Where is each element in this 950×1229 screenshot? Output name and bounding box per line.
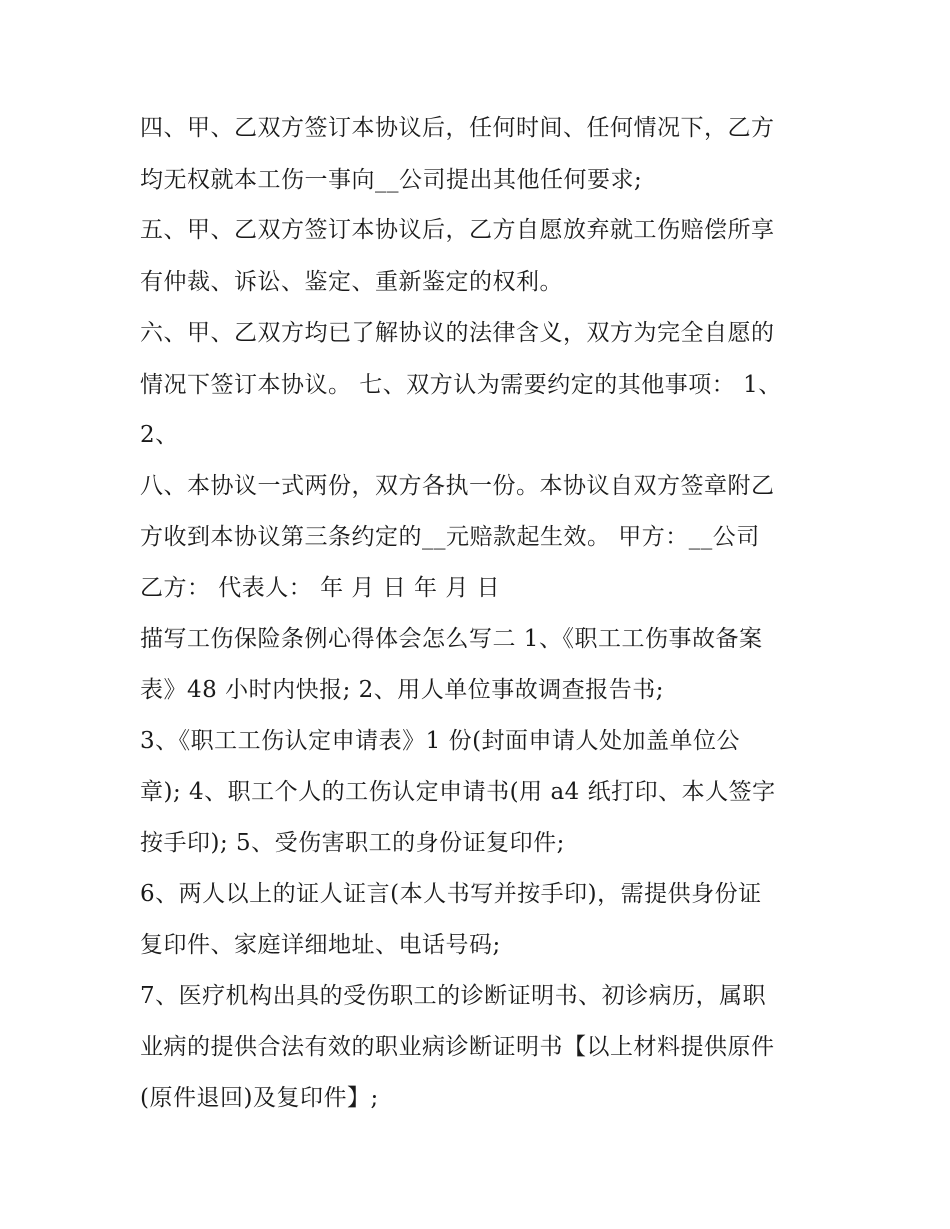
text-line: 描写工伤保险条例心得体会怎么写二 1、《职工工伤事故备案 [140,626,763,652]
text-line: 按手印); 5、受伤害职工的身份证复印件; [140,830,565,856]
text-line: 表》48 小时内快报; 2、用人单位事故调查报告书; [140,677,665,703]
text-line: 2、 [140,422,179,448]
text-line: 八、本协议一式两份，双方各执一份。本协议自双方签章附乙 [140,473,775,499]
text-line: 六、甲、乙双方均已了解协议的法律含义，双方为完全自愿的 [140,320,775,346]
text-line: 业病的提供合法有效的职业病诊断证明书【以上材料提供原件 [140,1034,775,1060]
text-line: 3、《职工工伤认定申请表》1 份(封面申请人处加盖单位公 [140,728,741,754]
text-line: 均无权就本工伤一事向__公司提出其他任何要求; [140,167,643,193]
text-line: 五、甲、乙双方签订本协议后，乙方自愿放弃就工伤赔偿所享 [140,217,775,243]
text-line: 7、医疗机构出具的受伤职工的诊断证明书、初诊病历，属职 [140,983,767,1009]
text-line: 四、甲、乙双方签订本协议后，任何时间、任何情况下，乙方 [140,115,775,141]
text-line: (原件退回)及复印件】; [140,1085,379,1111]
text-line: 方收到本协议第三条约定的__元赔款起生效。 甲方：__公司 [140,524,760,550]
text-line: 6、两人以上的证人证言(本人书写并按手印)，需提供身份证 [140,881,762,907]
text-line: 复印件、家庭详细地址、电话号码; [140,932,501,958]
text-line: 乙方： 代表人： 年 月 日 年 月 日 [140,575,501,601]
text-line: 章); 4、职工个人的工伤认定申请书(用 a4 纸打印、本人签字 [140,779,776,805]
text-line: 有仲裁、诉讼、鉴定、重新鉴定的权利。 [140,269,563,295]
text-line: 情况下签订本协议。 七、双方认为需要约定的其他事项： 1、 [140,372,782,398]
